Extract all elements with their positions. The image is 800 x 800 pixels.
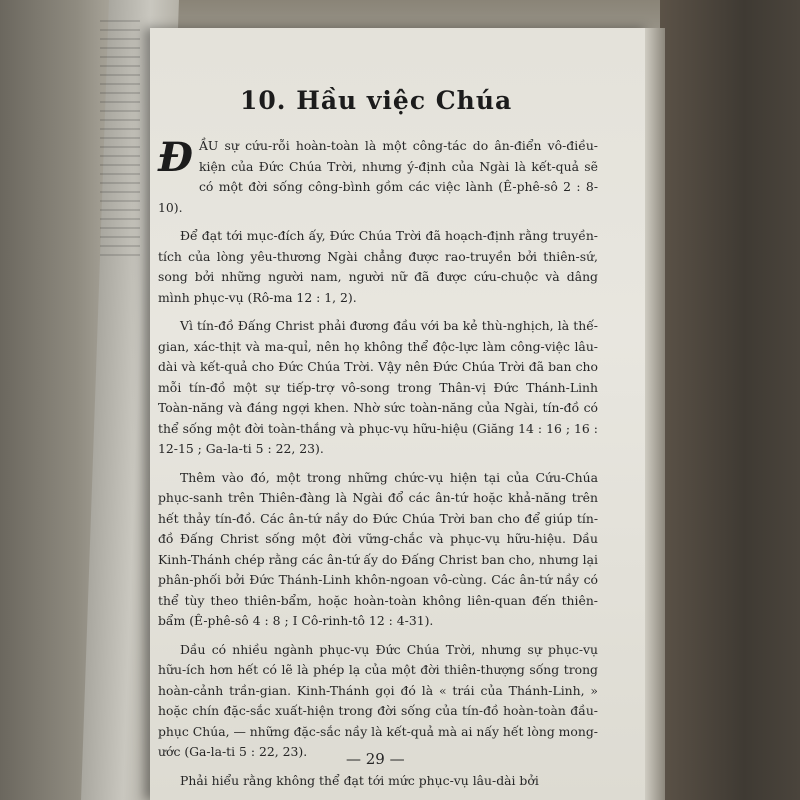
left-page-text	[100, 20, 140, 260]
paragraph-1	[158, 136, 598, 218]
drop-cap: Đ	[158, 134, 193, 181]
paragraph-1-text: ẦU sự cứu-rỗi hoàn-toàn là một công-tác do ân-điển vô-điều-kiện của Đức Chúa Trời, nhưng ý-định của Ngài là kết-quả sẽ có một đời sống công-bình gồm các việc lành (Ê-phê-sô 2 : 8-10).	[158, 138, 598, 215]
paragraph-5: Dầu có nhiều ngành phục-vụ Đức Chúa Trời, nhưng sự phục-vụ hữu-ích hơn hết có lẽ là phép lạ của một đời thiên-thượng sống trong hoàn-cảnh trần-gian. Kinh-Thánh gọi đó là « trái của Thánh-Linh, » hoặc chín đặc-sắc xuất-hiện trong đời sống của tín-đồ hoàn-toàn đầu-phục Chúa, — những đặc-sắc nầy là kết-quả mà ai nấy hết lòng mong-ước (Ga-la-ti 5 : 22, 23).	[158, 641, 598, 759]
paragraph-3: Vì tín-đồ Đấng Christ phải đương đầu với ba kẻ thù-nghịch, là thế-gian, xác-thịt và ma-quỉ, nên họ không thể độc-lực làm công-việc lâu-dài và kết-quả cho Đức Chúa Trời. Vậy nên Đức Chúa Trời đã ban cho mỗi tín-đồ một sự tiếp-trợ vô-song trong Thân-vị Đức Thánh-Linh Toàn-năng và đáng ngợi khen. Nhờ sức toàn-năng của Ngài, tín-đồ có thể sống một đời toàn-thắng và phục-vụ hữu-hiệu (Giăng 14 : 16 ; 16 : 12-15 ; Ga-la-ti 5 : 22, 23).	[158, 318, 598, 456]
page-number: — 29 —	[346, 750, 405, 768]
chapter-title: 10. Hầu việc Chúa	[240, 86, 513, 115]
paragraph-4: Thêm vào đó, một trong những chức-vụ hiện tại của Cứu-Chúa phục-sanh trên Thiên-đàng là Ngài đổ các ân-tứ hoặc khả-năng trên hết thảy tín-đồ. Các ân-tứ nầy do Đức Chúa Trời ban cho để giúp tín-đồ Đấng Christ sống một đời vững-chắc và phục-vụ hữu-hiệu. Dầu Kinh-Thánh chép rằng các ân-tứ ấy do Đấng Christ ban cho, nhưng lại phân-phối bởi Đức Thánh-Linh khôn-ngoan vô-cùng. Các ân-tứ nầy có thể tùy theo thiên-bẩm, hoặc hoàn-toàn không liên-quan đến thiên-bẩm (Ê-phê-sô 4 : 8 ; I Cô-rinh-tô 12 : 4-31).	[158, 469, 598, 628]
chapter-body	[158, 136, 598, 799]
page-right-edge	[645, 28, 665, 800]
paragraph-6: Phải hiểu rằng không thể đạt tới mức phục-vụ lâu-dài bởi	[180, 772, 539, 788]
paragraph-2: Để đạt tới mục-đích ấy, Đức Chúa Trời đã hoạch-định rằng truyền-tích của lòng yêu-thương Ngài chẳng được rao-truyền bởi thiên-sứ, song bởi những người nam, người nữ đã được cứu-chuộc và dâng mình phục-vụ (Rô-ma 12 : 1, 2).	[158, 228, 598, 305]
background-right	[660, 0, 800, 800]
